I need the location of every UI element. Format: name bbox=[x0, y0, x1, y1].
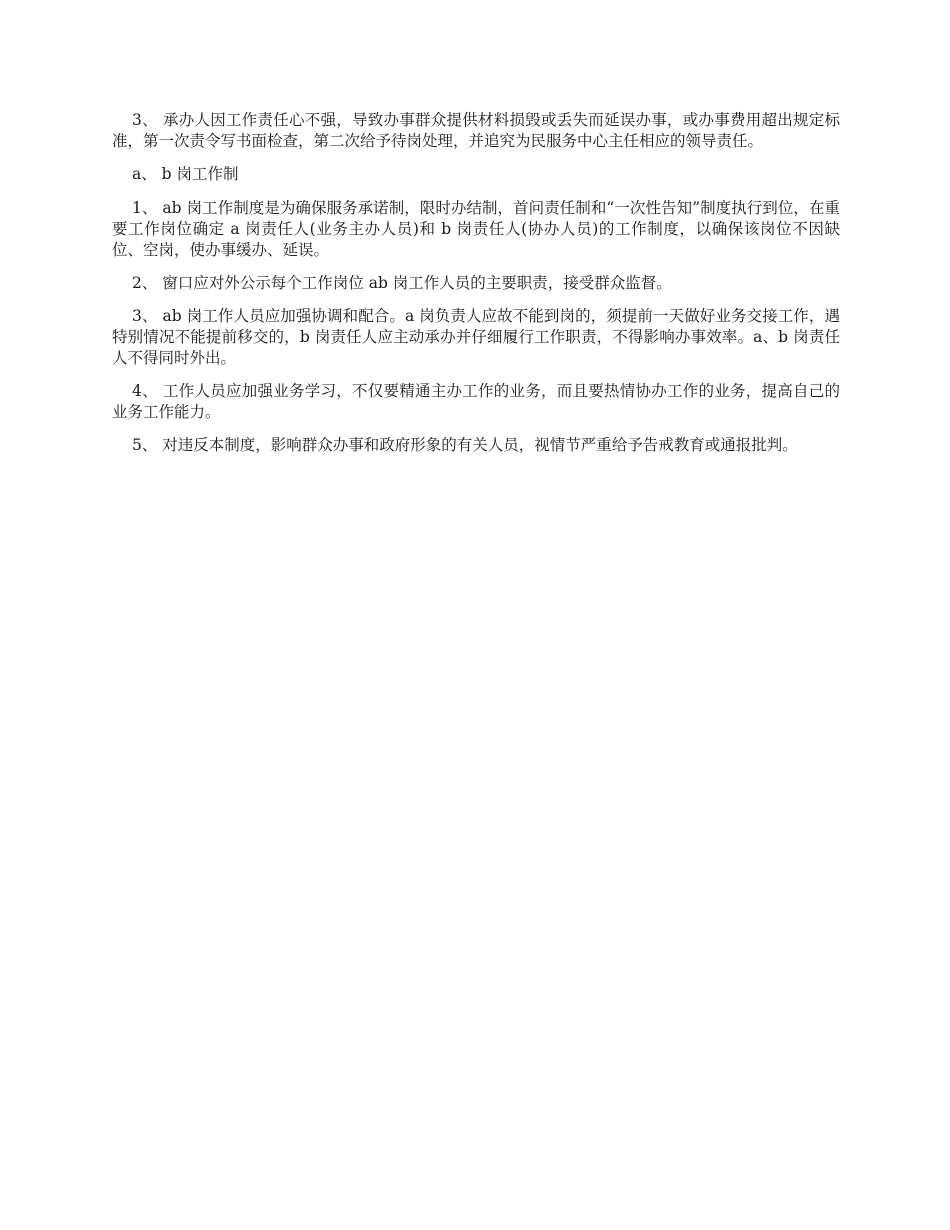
paragraph-ab-clause-3: 3、 ab 岗工作人员应加强协调和配合。a 岗负责人应故不能到岗的，须提前一天做好业务交接工作，遇特别情况不能提前移交的，b 岗责任人应主动承办并仔细履行工作职责，不得影响办事效率。a、b 岗责任人不得同时外出。 bbox=[112, 307, 840, 367]
paragraph-responsibility-clause: 3、 承办人因工作责任心不强，导致办事群众提供材料损毁或丢失而延误办事，或办事费用超出规定标准，第一次责令写书面检查，第二次给予待岗处理，并追究为民服务中心主任相应的领导责任。 bbox=[112, 111, 840, 150]
paragraph-ab-clause-1: 1、 ab 岗工作制度是为确保服务承诺制，限时办结制，首问责任制和“一次性告知”制度执行到位，在重要工作岗位确定 a 岗责任人(业务主办人员)和 b 岗责任人(协办人员)的工作制度，以确保该岗位不因缺位、空岗，使办事缓办、延误。 bbox=[112, 199, 840, 259]
paragraph-ab-clause-5: 5、 对违反本制度，影响群众办事和政府形象的有关人员，视情节严重给予告戒教育或通报批判。 bbox=[132, 436, 798, 454]
document-body bbox=[112, 110, 840, 468]
section-heading-ab-post: a、 b 岗工作制 bbox=[132, 165, 239, 183]
paragraph-ab-clause-4: 4、 工作人员应加强业务学习，不仅要精通主办工作的业务，而且要热情协办工作的业务，提高自己的业务工作能力。 bbox=[112, 382, 840, 421]
paragraph-ab-clause-2: 2、 窗口应对外公示每个工作岗位 ab 岗工作人员的主要职责，接受群众监督。 bbox=[132, 274, 672, 292]
